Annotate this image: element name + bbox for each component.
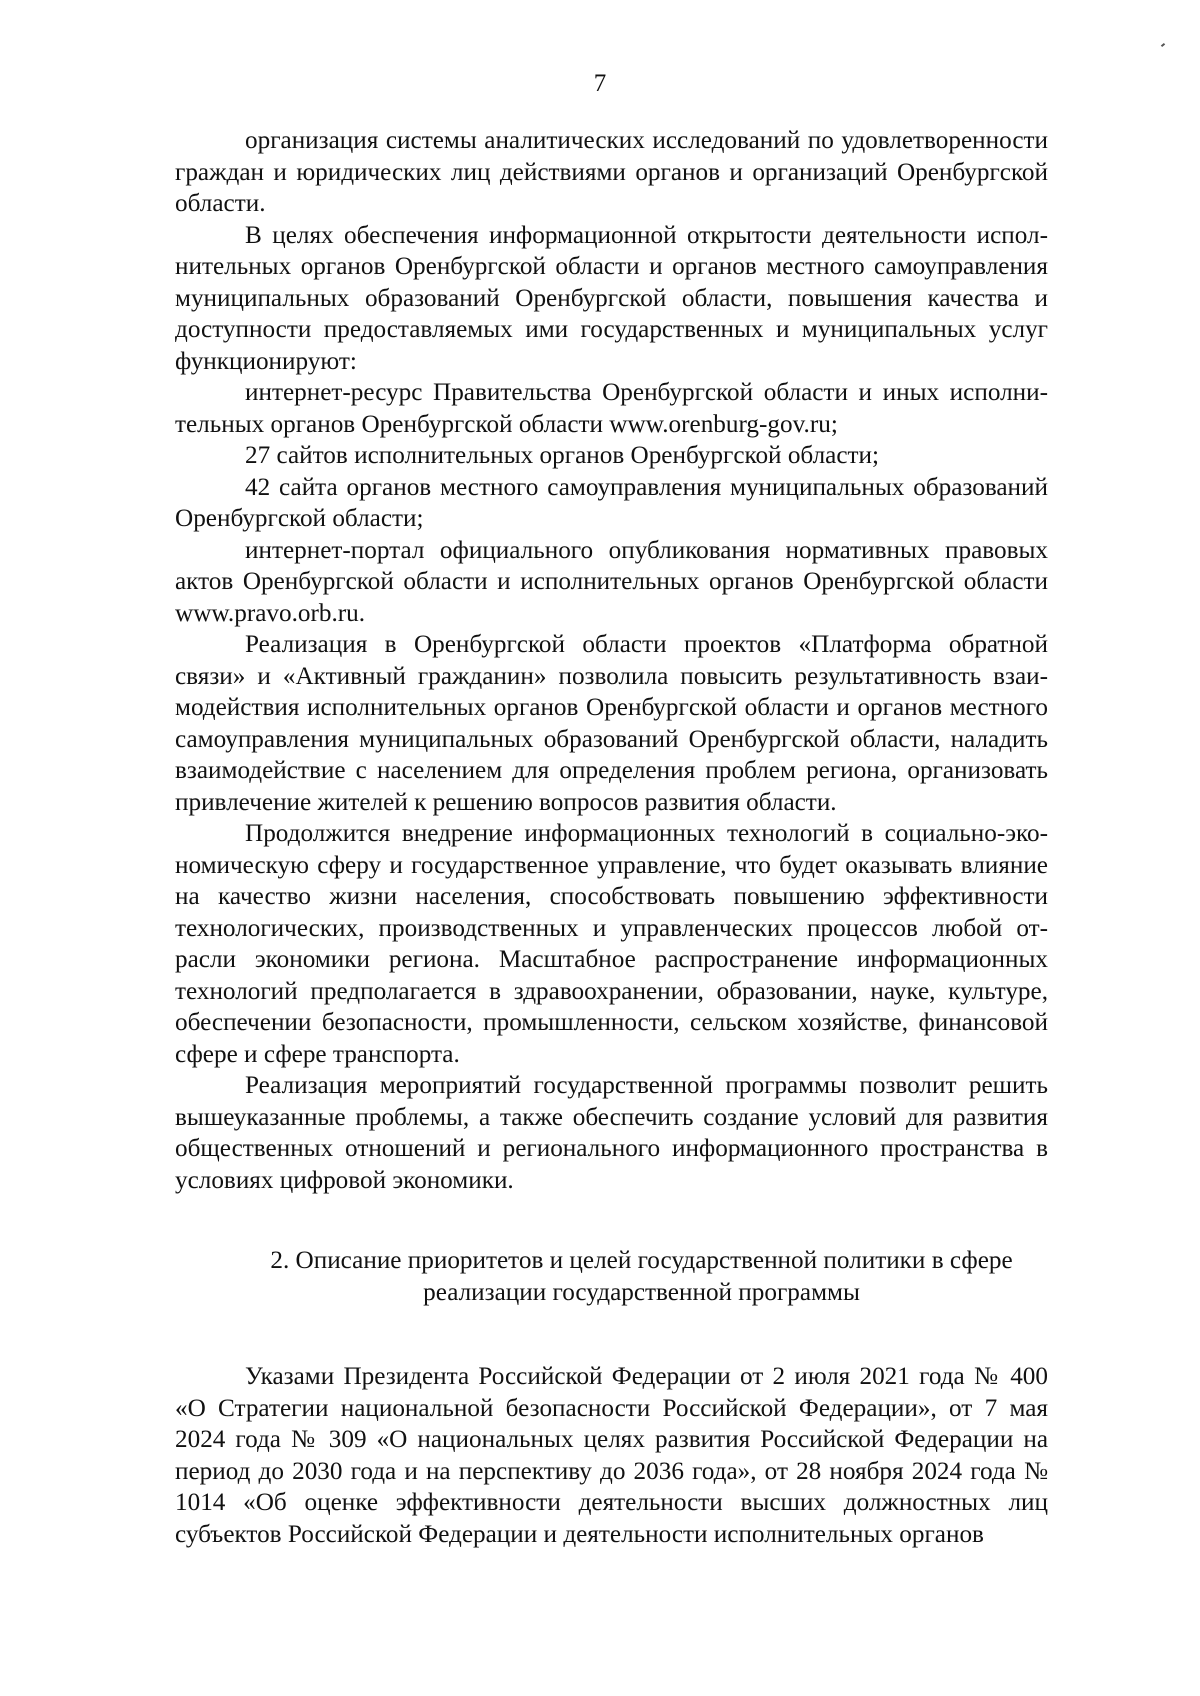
- paragraph-analytics-system: организация системы аналитических исследований по удовлетворенности граждан и юридических лиц действиями органов и организаций Оренбургской области.: [175, 127, 1048, 217]
- document-body: [175, 125, 1048, 1550]
- paragraph-presidential-decrees: Указами Президента Российской Федерации от 2 июля 2021 года № 400 «О Стратегии национальной безопасности Российской Федерации», от 7 мая 2024 года № 309 «О национальных целях развития Российской Федерации на период до 2030 года и на перспективу до 2036 года», от 28 ноября 2024 года № 1014 «Об оценке эффективности деятельности высших должностных лиц субъектов Российской Федерации и деятельности исполнительных органов: [175, 1363, 1048, 1548]
- page-number: 7: [593, 70, 607, 97]
- list-item-government-portal: интернет-ресурс Правительства Оренбургской области и иных исполнительных органов Оренбургской области www.orenburg-gov.ru;: [175, 379, 1048, 438]
- list-item-executive-sites: 27 сайтов исполнительных органов Оренбургской области;: [245, 442, 880, 469]
- paragraph-program-goals: Реализация мероприятий государственной программы позволит решить вышеуказанные проблемы, а также обеспечить создание условий для развития общественных отношений и регионального информационного пространства в условиях цифровой экономики.: [175, 1072, 1048, 1194]
- section-heading-line-2: реализации государственной программы: [423, 1278, 860, 1306]
- section-heading: [175, 1245, 1048, 1308]
- list-item-municipal-sites: 42 сайта органов местного самоуправления муниципальных образований Оренбургской области;: [175, 473, 1048, 532]
- list-item-legal-portal: интернет-портал официального опубликования нормативных правовых актов Оренбургской области и исполнительных органов Оренбургской области www.pravo.orb.ru.: [175, 536, 1048, 627]
- paragraph-it-implementation: Продолжится внедрение информационных технологий в социально-экономическую сферу и государственное управление, что будет оказывать влияние на качество жизни населения, способствовать повышению эффективности технологических, производственных и управленческих процессов любой отрасли экономики региона. Масштабное распространение информационных технологий предполагается в здравоохранении, образовании, науке, культуре, обеспечении безопасности, промышленности, сельском хозяйстве, финансовой сфере и сфере транспорта.: [175, 820, 1048, 1068]
- scan-mark: [1161, 43, 1165, 47]
- paragraph-information-openness: В целях обеспечения информационной открытости деятельности исполнительных органов Оренбургской области и органов местного самоуправления муниципальных образований Оренбургской области, повышения качества и доступности предоставляемых ими государственных и муниципальных услуг функционируют:: [175, 221, 1048, 375]
- paragraph-feedback-platform: Реализация в Оренбургской области проектов «Платформа обратной связи» и «Активный гражданин» позволила повысить результативность взаимодействия исполнительных органов Оренбургской области и органов местного самоуправления муниципальных образований Оренбургской области, наладить взаимодействие с населением для определения проблем региона, организовать привлечение жителей к решению вопросов развития области.: [175, 631, 1048, 816]
- section-heading-line-1: 2. Описание приоритетов и целей государственной политики в сфере: [270, 1247, 1013, 1274]
